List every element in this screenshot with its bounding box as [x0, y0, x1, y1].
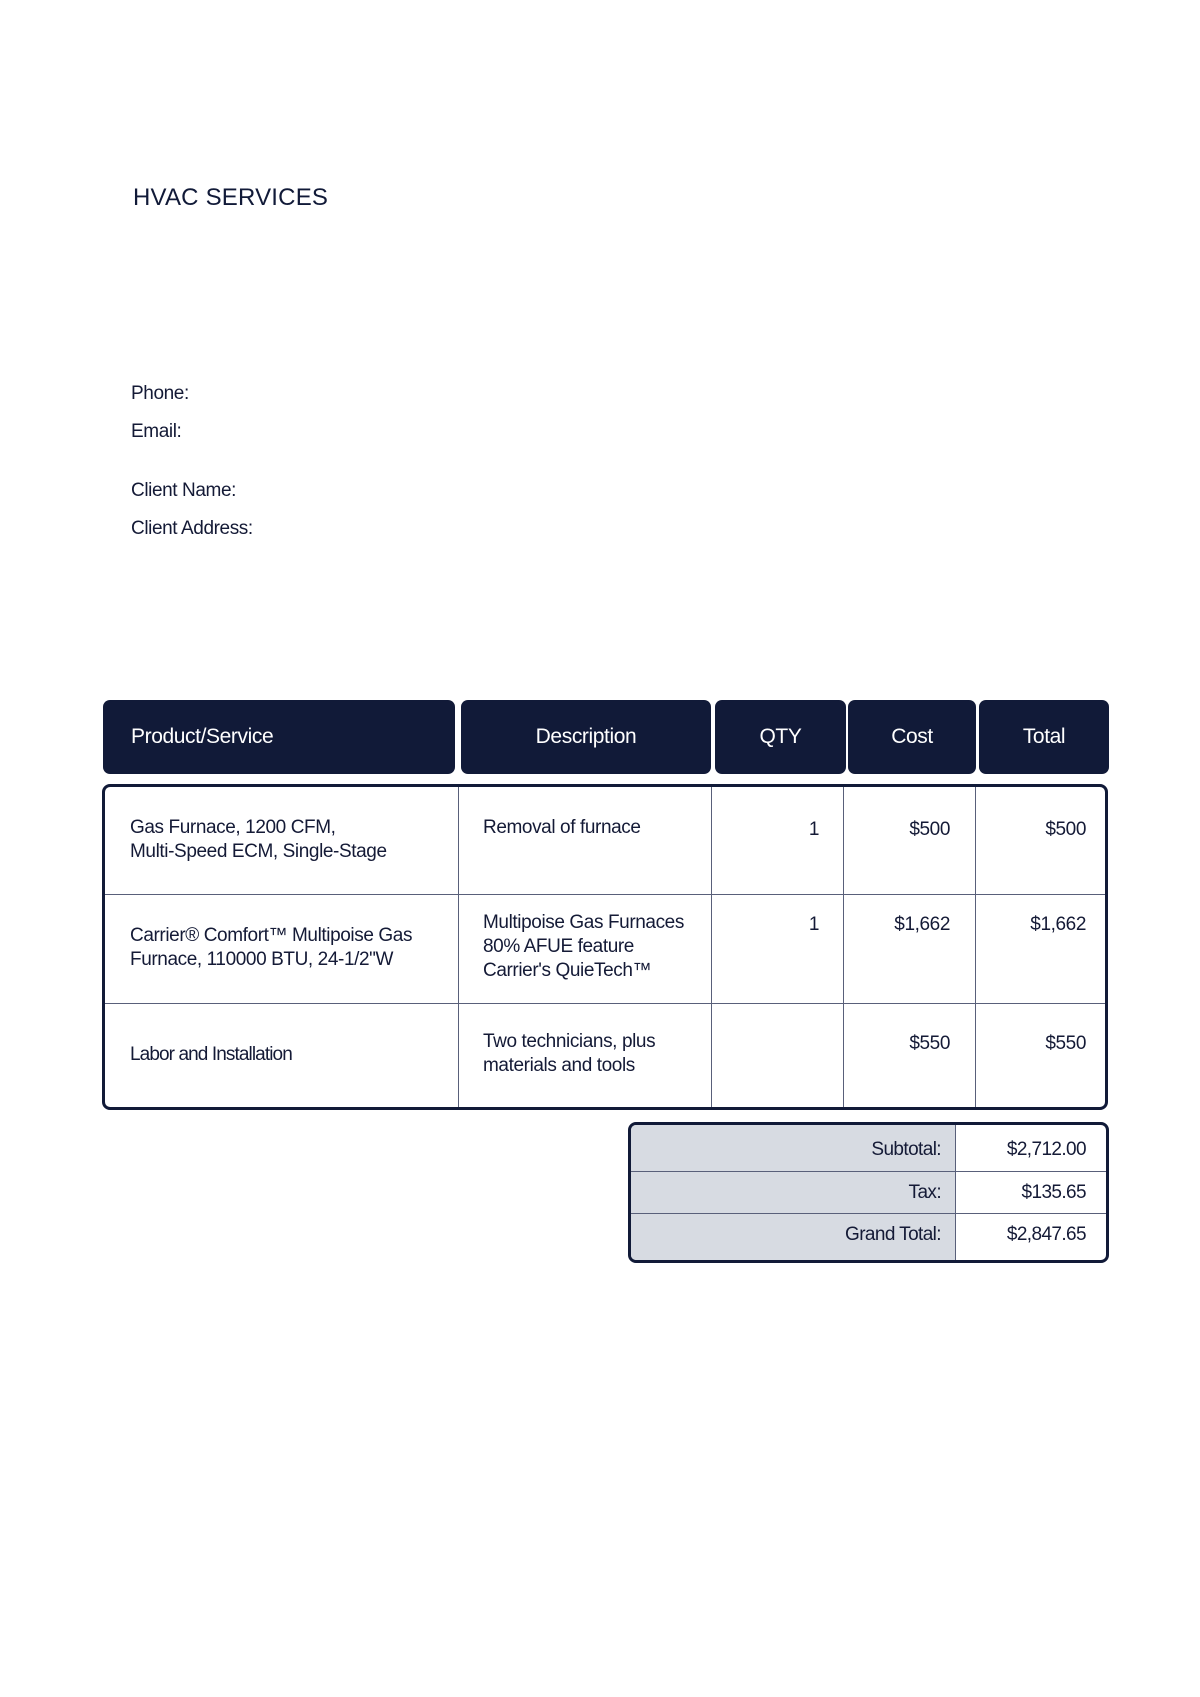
product-line: Gas Furnace, 1200 CFM,	[130, 817, 336, 838]
qty-cell: 1	[808, 914, 819, 935]
product-cell	[130, 816, 450, 864]
email-label: Email:	[131, 421, 182, 442]
description-line: Two technicians, plus	[483, 1031, 656, 1052]
line-items-table	[102, 784, 1108, 1110]
grand-total-value: $2,847.65	[1006, 1224, 1086, 1245]
product-line: Furnace, 110000 BTU, 24-1/2"W	[130, 949, 394, 970]
cost-cell: $550	[909, 1033, 950, 1054]
cost-cell: $1,662	[894, 914, 950, 935]
header-cost: Cost	[848, 700, 976, 774]
product-line: Labor and Installation	[130, 1044, 292, 1065]
product-line: Multi-Speed ECM, Single-Stage	[130, 841, 387, 862]
total-cell: $550	[1045, 1033, 1086, 1054]
header-total: Total	[979, 700, 1109, 774]
header-description: Description	[461, 700, 711, 774]
qty-cell: 1	[808, 819, 819, 840]
tax-label: Tax:	[908, 1182, 941, 1203]
product-cell	[130, 1043, 450, 1067]
description-cell	[483, 1030, 703, 1078]
description-cell	[483, 911, 708, 983]
header-product-service: Product/Service	[103, 700, 455, 774]
total-cell: $500	[1045, 819, 1086, 840]
totals-summary	[628, 1122, 1109, 1263]
grand-total-label: Grand Total:	[845, 1224, 941, 1245]
product-cell	[130, 924, 450, 972]
description-line: materials and tools	[483, 1055, 635, 1076]
column-divider	[458, 787, 459, 1107]
description-line: Carrier's QuieTech™	[483, 960, 652, 981]
header-qty: QTY	[715, 700, 846, 774]
description-line: 80% AFUE feature	[483, 936, 634, 957]
description-cell	[483, 816, 703, 840]
column-divider	[711, 787, 712, 1107]
row-divider	[105, 894, 1105, 895]
subtotal-value: $2,712.00	[1006, 1139, 1086, 1160]
row-divider	[105, 1003, 1105, 1004]
tax-value: $135.65	[1021, 1182, 1086, 1203]
description-line: Multipoise Gas Furnaces	[483, 912, 684, 933]
company-title: HVAC SERVICES	[133, 184, 329, 211]
client-address-label: Client Address:	[131, 518, 253, 539]
total-cell: $1,662	[1030, 914, 1086, 935]
totals-row-divider	[631, 1171, 1106, 1172]
description-line: Removal of furnace	[483, 817, 641, 838]
product-line: Carrier® Comfort™ Multipoise Gas	[130, 925, 413, 946]
column-divider	[843, 787, 844, 1107]
totals-column-divider	[955, 1125, 956, 1260]
table-header-row	[103, 700, 1109, 774]
totals-row-divider	[631, 1213, 1106, 1214]
subtotal-label: Subtotal:	[871, 1139, 941, 1160]
phone-label: Phone:	[131, 383, 189, 404]
column-divider	[975, 787, 976, 1107]
client-name-label: Client Name:	[131, 480, 237, 501]
cost-cell: $500	[909, 819, 950, 840]
